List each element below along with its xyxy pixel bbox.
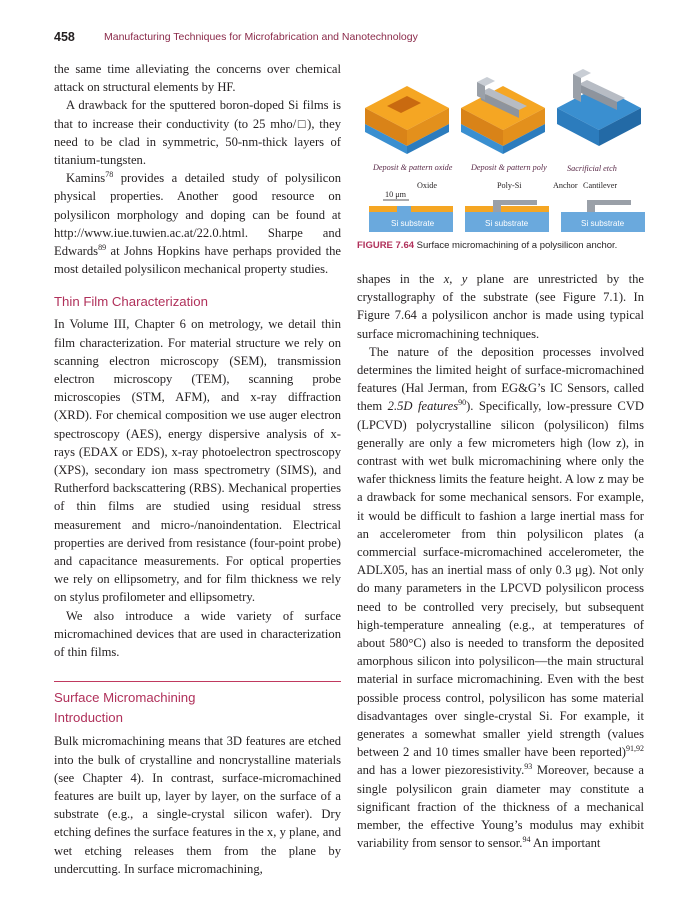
panel-poly-3d: [461, 77, 545, 154]
step-label: Sacrificial etch: [567, 164, 617, 173]
step-label: Deposit & pattern poly: [471, 163, 547, 172]
caption-label: FIGURE 7.64: [357, 240, 415, 251]
citation: 94: [522, 835, 531, 845]
paragraph: The nature of the deposition processes involved determines the limited height of surface-micromachined features (Hal Jerman, from EG&G’s IC Sensors, called them 2.5D features$^{90}$). Specifically, low-pressure CVD (LPCVD) polycrystalline silicon (polysilicon) films generally are only a few micrometers high (low z), in contrast with wet bulk micromachining where only the wafer thickness limits the feature height. A low z may be a drawback for some mechanical sensors. For example, it would be difficult to fashion a large inertial mass for an accelerometer from thin polysilicon plates (a commercial surface-micromachined accelerometer, the ADLX05, has an inertial mass of only 0.3 μg). Not only do many parameters in the LPCVD polysilicon process need to be controlled very precisely, but subsequent high-temperature annealing (e.g., at temperatures of about 580°C) also is needed to transform the deposited amorphous silicon into polysilicon—the main structural material in surface micromachining. Even with the best possible process control, polysilicon has some material disadvantages over single-crystal Si. For example, it generates a somewhat smaller yield strength (values between 2 and 10 times smaller have been reported)$^{91,92}$ and has a lower piezoresistivity.$^{93}$ Moreover, because a single polysilicon grain diameter may constitute a significant fraction of the thickness of a mechanical member, the effective Young’s modulus may exhibit variability from sensor to sensor.$^{94}$ An important: [357, 344, 645, 851]
oxide-label: Oxide: [417, 181, 438, 190]
cross-section-etch: [553, 181, 645, 232]
figure-caption: [357, 240, 657, 251]
step-label: Deposit & pattern oxide: [373, 163, 453, 172]
running-title: Manufacturing Techniques for Microfabrication and Nanotechnology: [104, 31, 418, 43]
running-header: [54, 30, 654, 48]
substrate-label: Si substrate: [581, 219, 625, 228]
anchor-label: Anchor: [553, 181, 578, 190]
paragraph: shapes in the x, y plane are unrestricted by the crystallography of the substrate (see Figure 7.1). In Figure 7.64 a polysilicon anchor is made using typical surface micromachining techniques.: [357, 272, 645, 341]
cantilever-label: Cantilever: [583, 181, 618, 190]
paragraph: Kamins$^{78}$ provides a detailed study of polysilicon physical properties. Another good resource on polysilicon morphology and doping can be found at http://www.iue.tuwien.ac.at/22.0.html. Sharpe and Edwards$^{89}$ at Johns Hopkins have perhaps provided the most detailed polysilicon mechanical property studies.: [54, 170, 341, 277]
left-column: [54, 60, 341, 878]
section-heading: Thin Film Characterization: [54, 294, 208, 310]
citation: 90: [458, 398, 467, 408]
citation: 89: [98, 242, 107, 252]
cross-section-oxide: [369, 181, 453, 232]
right-column: [357, 270, 644, 853]
scale-label: 10 μm: [385, 190, 406, 199]
paragraph: Bulk micromachining means that 3D features are etched into the bulk of crystalline and noncrystalline materials (see Chapter 4). In contrast, surface-micromachined features are built up, layer by layer, on the surface of a substrate (e.g., a single-crystal silicon wafer). Dry etching defines the surface features in the x, y plane, and wet etching releases them from the plane by undercutting. In surface micromachining,: [54, 734, 341, 876]
caption-text: Surface micromachining of a polysilicon anchor.: [414, 240, 618, 251]
section-heading: Surface Micromachining: [54, 690, 196, 706]
emphasis: 2.5D features: [387, 399, 459, 414]
panel-etch-3d: [557, 69, 641, 146]
figure-7-64: [357, 62, 647, 252]
citation: 78: [105, 170, 114, 180]
process-illustration: [357, 62, 647, 237]
cross-section-poly: [465, 181, 549, 232]
paragraph: We also introduce a wide variety of surface micromachined devices that are used in characterization of thin films.: [54, 608, 341, 660]
section-divider: [54, 681, 341, 682]
substrate-label: Si substrate: [391, 219, 435, 228]
panel-oxide-3d: [365, 86, 449, 154]
citation: 91,92: [626, 744, 644, 754]
paragraph: A drawback for the sputtered boron-doped Si films is that to increase their conductivity (to 25 mho/□), they need to be clad in symmetric, 50-nm-thick layers of titanium-tungsten.: [54, 98, 341, 168]
citation: 93: [524, 762, 533, 772]
poly-label: Poly-Si: [497, 181, 522, 190]
paragraph: the same time alleviating the concerns over chemical attack on structural elements by HF.: [54, 62, 341, 95]
subsection-heading: Introduction: [54, 710, 123, 726]
substrate-label: Si substrate: [485, 219, 529, 228]
page-number: 458: [54, 30, 75, 44]
paragraph: In Volume III, Chapter 6 on metrology, we detail thin film characterization. For material structure we rely on scanning electron microscopy (SEM), transmission electron microscopy (TEM), scanning probe microscopies (STM, AFM), and x-ray diffraction (XRD). For chemical composition we use auger electron spectroscopy (AES), energy dispersive analysis of x-rays (EDAX or EDS), x-ray photoelectron spectroscopy (XPS), secondary ion mass spectrometry (SIMS), and Rutherford backscattering (RBS). Mechanical properties of thin films are studied using residual stress measurement and micro-/nanoindentation. Electrical properties are derived from resistance (four-point probe) and capacitance measurements. For optical properties we rely on ellipsometry, and for film thickness we rely on stylus profilometer and ellipsometry.: [54, 317, 341, 605]
